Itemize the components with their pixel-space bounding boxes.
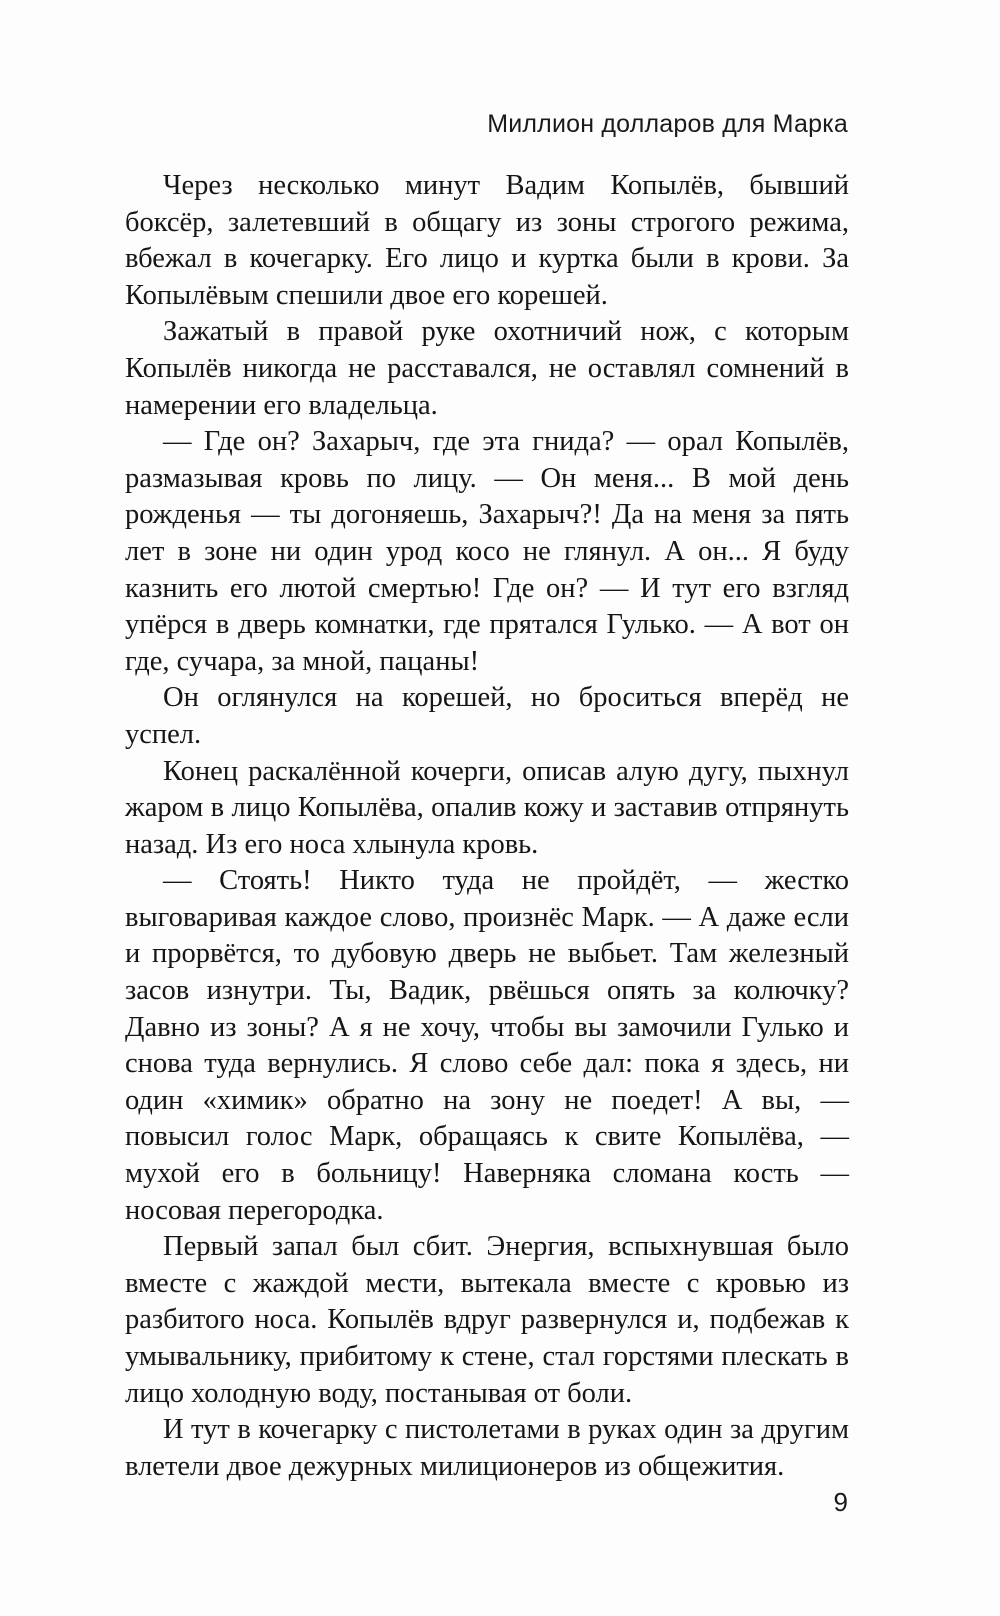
running-title: Миллион долларов для Марка [487,110,848,138]
paragraph: Конец раскалённой кочерги, описав алую дугу, пыхнул жаром в лицо Копылёва, опалив кожу и заставив отпрянуть назад. Из его носа хлынула кровь. [125,755,849,860]
paragraph: Он оглянулся на корешей, но броситься вперёд не успел. [125,682,849,750]
paragraph: — Где он? Захарыч, где эта гнида? — орал Копылёв, размазывая кровь по лицу. — Он меня... В мой день рожденья — ты догоняешь, Захарыч?! Да на меня за пять лет в зоне ни один урод косо не глянул. А он... Я буду казнить его лютой смертью! Где он? — И тут его взгляд упёрся в дверь комнатки, где прятался Гулько. — А вот он где, сучара, за мной, пацаны! [125,426,849,677]
body-text [125,168,849,1485]
paragraph: Первый запал был сбит. Энергия, вспыхнувшая было вместе с жаждой мести, вытекала вместе с кровью из разбитого носа. Копылёв вдруг развернулся и, подбежав к умывальнику, прибитому к стене, стал горстями плескать в лицо холодную воду, постанывая от боли. [125,1231,849,1409]
page-number: 9 [833,1487,848,1517]
paragraph: Через несколько минут Вадим Копылёв, бывший боксёр, залетевший в общагу из зоны строгого режима, вбежал в кочегарку. Его лицо и куртка были в крови. За Копылёвым спешили двое его корешей. [125,170,849,311]
paragraph: Зажатый в правой руке охотничий нож, с которым Копылёв никогда не расставался, не оставлял сомнений в намерении его владельца. [125,316,849,421]
paragraph: И тут в кочегарку с пистолетами в руках один за другим влетели двое дежурных милиционеров из общежития. [125,1414,849,1482]
paragraph: — Стоять! Никто туда не пройдёт, — жестко выговаривая каждое слово, произнёс Марк. — А даже если и прорвётся, то дубовую дверь не выбьет. Там железный засов изнутри. Ты, Вадик, рвёшься опять за колючку? Давно из зоны? А я не хочу, чтобы вы замочили Гулько и снова туда вернулись. Я слово себе дал: пока я здесь, ни один «химик» обратно на зону не поедет! А вы, — повысил голос Марк, обращаясь к свите Копылёва, — мухой его в больницу! Наверняка сломана кость — носовая перегородка. [125,865,849,1226]
